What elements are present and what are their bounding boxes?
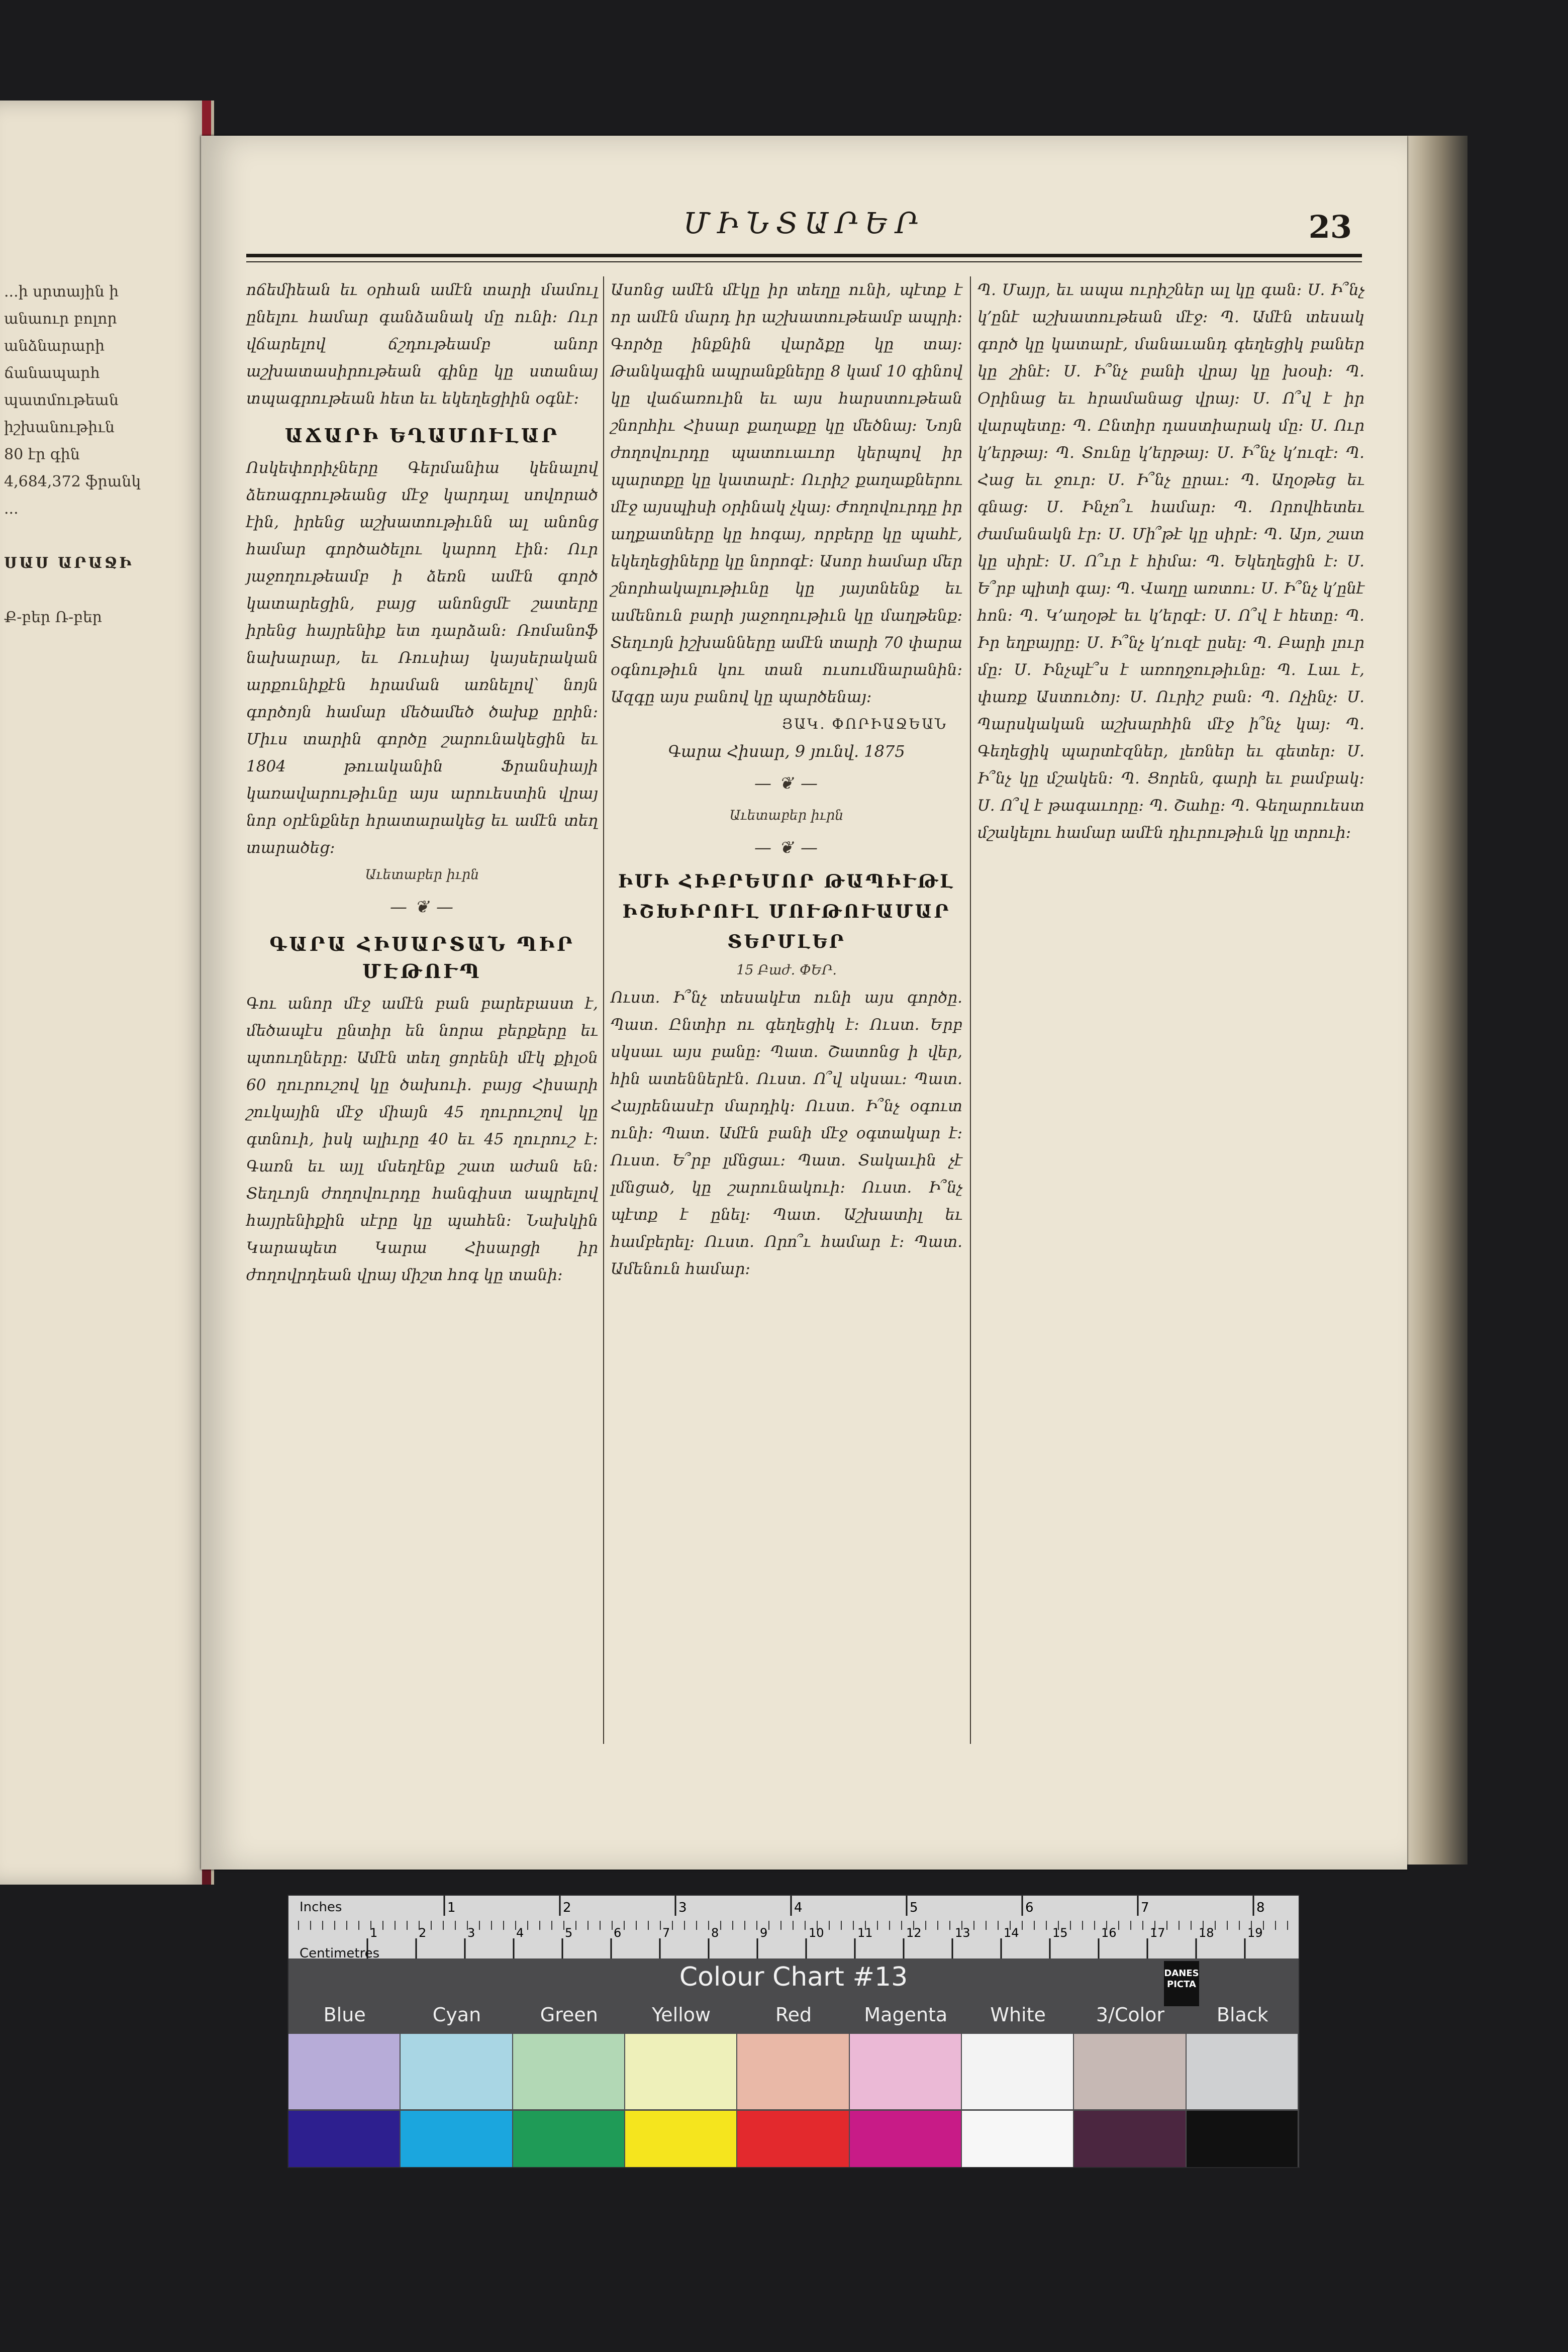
swatch-row-light (288, 2034, 1299, 2109)
section-source: Աւետաբեր իւրն (365, 867, 479, 883)
cm-label: 4 (516, 1926, 524, 1940)
cm-label: 7 (662, 1926, 670, 1940)
ruler-cm-label: Centimetres (300, 1946, 380, 1961)
cm-label: 1 (370, 1926, 378, 1940)
cm-label: 2 (419, 1926, 427, 1940)
colour-swatch (1187, 2111, 1299, 2167)
left-facing-page (0, 101, 214, 1885)
swatch-label: Red (775, 2004, 812, 2026)
left-page-text (4, 251, 190, 658)
inch-label: 1 (447, 1900, 456, 1915)
ruler-ticks (288, 1896, 1299, 1958)
cm-label: 6 (614, 1926, 622, 1940)
section-title: ԱՃԱՐԻ ԵՂԱՄՈՒԼԱՐ (284, 424, 560, 447)
column-3 (977, 276, 1364, 846)
ruler-inches-label: Inches (300, 1900, 342, 1915)
swatch-label: Cyan (432, 2004, 481, 2026)
cm-label: 8 (711, 1926, 719, 1940)
swatch-label: Magenta (864, 2004, 948, 2026)
colour-swatch (513, 2034, 625, 2109)
column-divider (603, 276, 604, 1744)
cm-label: 15 (1052, 1926, 1068, 1940)
swatch-label: White (990, 2004, 1046, 2026)
measurement-ruler (288, 1896, 1299, 1961)
cm-label: 5 (565, 1926, 573, 1940)
swatch-label: Black (1216, 2004, 1268, 2026)
newspaper-page (201, 136, 1407, 1870)
running-head: ՄԻՆՏԱՐԵՐ (683, 206, 925, 240)
cm-label: 14 (1004, 1926, 1019, 1940)
ornament-divider: — ❦ — (754, 773, 819, 794)
cm-label: 9 (760, 1926, 768, 1940)
cm-label: 17 (1150, 1926, 1165, 1940)
signature: ՅԱԿ. ՓՈՐԻԱՋԵԱՆ (781, 716, 947, 732)
colour-swatch (850, 2034, 962, 2109)
cm-label: 3 (467, 1926, 475, 1940)
article-body: Ուստ. Ի՞նչ տեսակէտ ունի այս գործը. Պատ. Ընտիր ու գեղեցիկ է։ Ուստ. Երբ սկսաւ այս բանը։ Պատ. Շատոնց ի վեր, հին ատեններէն. Ուստ. Ո՞վ սկսաւ։ Պատ. Հայրենասէր մարդիկ։ Ուստ. Ի՞նչ օգուտ ունի։ Պատ. Ամէն բանի մէջ օգտակար է։ Ուստ. Ե՞րբ լմնցաւ։ Պատ. Տակաւին չէ լմնցած, կը շարունակուի։ Ուստ. Ի՞նչ պէտք է ընել։ Պատ. Աշխատիլ եւ համբերել։ Ուստ. Որո՞ւ համար է։ Պատ. Ամենուն համար։ (611, 989, 962, 1278)
header-rule-thick (246, 254, 1362, 257)
swatch-label: Yellow (652, 2004, 711, 2026)
colour-swatch (962, 2111, 1074, 2167)
colour-swatch (625, 2034, 737, 2109)
cm-label: 12 (906, 1926, 922, 1940)
colour-swatch (288, 2111, 401, 2167)
inch-label: 3 (678, 1900, 687, 1915)
colour-swatch (401, 2034, 513, 2109)
column-1 (246, 276, 598, 1289)
swatch-labels (288, 2004, 1299, 2029)
column-2 (611, 276, 962, 1283)
chart-title: Colour Chart #13 (679, 1962, 908, 1992)
colour-chart (287, 1895, 1300, 2168)
inch-label: 7 (1141, 1900, 1149, 1915)
ornament-divider: — ❦ — (754, 838, 819, 858)
column-3-body: Պ. Մայր, եւ ապա ուրիշներ ալ կը գան։ Ս. Ի՞նչ կ՚ընէ աշխատութեան մէջ։ Պ. Ամէն տեսակ գործ կը կատարէ, մանաւանդ գեղեցիկ բաներ կը շինէ։ Ս. Ի՞նչ բանի վրայ կը խօսի։ Պ. Օրինաց եւ հրամանաց վրայ։ Ս. Ո՞վ է իր վարպետը։ Պ. Ընտիր դաստիարակ մը։ Ս. Ուր կ՚երթայ։ Պ. Տունը կ՚երթայ։ Ս. Ի՞նչ կ՚ուզէ։ Պ. Հաց եւ ջուր։ Ս. Ի՞նչ ըրաւ։ Պ. Աղօթեց եւ գնաց։ Ս. Ինչո՞ւ համար։ Պ. Որովհետեւ ժամանակն էր։ Ս. Մի՞թէ կը սիրէ։ Պ. Այո, շատ կը սիրէ։ Ս. Ո՞ւր է հիմա։ Պ. Եկեղեցին է։ Ս. Ե՞րբ պիտի գայ։ Պ. Վաղը առտու։ Ս. Ի՞նչ կ՚ընէ հոն։ Պ. Կ՚աղօթէ եւ կ՚երգէ։ Ս. Ո՞վ է հետը։ Պ. Իր եղբայրը։ Ս. Ի՞նչ կ՚ուզէ ըսել։ Պ. Բարի լուր մը։ Ս. Ինչպէ՞ս է առողջութիւնը։ Պ. Լաւ է, փառք Աստուծոյ։ Ս. Ուրիշ բան։ Պ. Ոչինչ։ Ս. Պարսկական աշխարհին մէջ ի՞նչ կայ։ Պ. Գեղեցիկ պարտէզներ, լեռներ եւ գետեր։ Ս. Ի՞նչ կը մշակեն։ Պ. Ցորեն, գարի եւ բամբակ։ Ս. Ո՞վ է թագաւորը։ Պ. Շահը։ Պ. Գեղարուեստ մշակելու համար ամէն դիւրութիւն կը տրուի։ (977, 281, 1364, 842)
colour-swatch (625, 2111, 737, 2167)
colour-swatch (1074, 2034, 1186, 2109)
section-body: Ոսկեփորիչները Գերմանիա կենալով ձեռագրութեանց մէջ կարդալ սովորած էին, իրենց աշխատութիւնն ալ անոնց համար գործածելու կարող էին։ Ուր յաջողութեամբ ի ձեռն ամէն գործ կատարեցին, բայց անոնցմէ շատերը իրենց հայրենիք ետ դարձան։ Ռոմանոֆ նախարար, եւ Ռուսիայ կայսերական արքունիքէն հրաման առնելով՝ նոյն գործոյն համար մեծամեծ ծախք ըրին։ Միւս տարին գործը շարունակեցին եւ 1804 թուականին Ֆրանսիայի կառավարութիւնը այս արուեստին վրայ նոր օրէնքներ հրատարակեց եւ ամէն տեղ տարածեց։ (246, 459, 598, 857)
chart-logo: DANES PICTA (1164, 1961, 1199, 2006)
colour-swatch (962, 2034, 1074, 2109)
header-rule-thin (246, 261, 1362, 262)
colour-swatch (1074, 2111, 1186, 2167)
cm-label: 11 (857, 1926, 873, 1940)
column-2-intro: Ասոնց ամէն մէկը իր տեղը ունի, պէտք է որ ամէն մարդ իր աշխատութեամբ ապրի։ Գործը ինքնին վարձքը կը տայ։ Թանկագին ապրանքները 8 կամ 10 գինով կը վաճառուին եւ այս հարստութեան շնորհիւ Հիսար քաղաքը կը մեծնայ։ Նոյն ժողովուրդը պատուաւոր կերպով իր պարտքը կը կատարէ։ Ուրիշ քաղաքներու մէջ այսպիսի օրինակ չկայ։ Ժողովուրդը իր աղքատները կը հոգայ, որբերը կը պահէ, եկեղեցիները կը նորոգէ։ Ասոր համար մեր շնորհակալութիւնը կը յայտնենք եւ ամենուն բարի յաջողութիւն կը մաղթենք։ Տեղւոյն իշխանները ամէն տարի 70 փարա օգնութիւն կու տան ուսումնարանին։ Ազգը այս բանով կը պարծենայ։ (611, 281, 962, 706)
left-page-subheading: Ք-բեր Ռ-բեր (4, 609, 102, 626)
colour-swatch (1187, 2034, 1299, 2109)
swatch-label: Blue (323, 2004, 366, 2026)
left-page-fragment: ...ի սրտային ի անաուր բոլոր անձնարարի ճանապարհ պատմութեան իշխանութիւն 80 էր գին 4,684,372 ֆրանկ ... (4, 283, 141, 518)
page-number: 23 (1308, 209, 1352, 245)
article-subtitle: 15 Բաժ. ՓԵՐ. (736, 962, 837, 978)
colour-swatch (401, 2111, 513, 2167)
left-page-heading: ՍԱՍ ԱՐԱՋԻ (4, 554, 134, 572)
colour-swatch (737, 2111, 849, 2167)
section-title: ԳԱՐԱ ՀԻՍԱՐՏԱՆ ՊԻՐ ՄԷԹՈՒՊ (269, 933, 575, 983)
ornament-divider: — ❦ — (389, 897, 455, 917)
cm-label: 13 (955, 1926, 970, 1940)
inch-label: 2 (563, 1900, 571, 1915)
cm-label: 16 (1101, 1926, 1117, 1940)
colour-swatch (288, 2034, 401, 2109)
inch-label: 6 (1025, 1900, 1034, 1915)
colour-swatch (850, 2111, 962, 2167)
colour-swatch (737, 2034, 849, 2109)
colour-swatch (513, 2111, 625, 2167)
inch-label: 5 (910, 1900, 918, 1915)
cm-label: 19 (1247, 1926, 1263, 1940)
cm-label: 10 (809, 1926, 824, 1940)
section-body: Գու անոր մէջ ամէն բան բարեբաստ է, մեծապէս ընտիր են նորա բերքերը եւ պտուղները։ Ամէն տեղ ցորենի մէկ քիլօն 60 ղուրուշով կը ծախուի. բայց Հիսարի շուկային մէջ միայն 45 ղուրուշով կը գտնուի, իսկ ալիւրը 40 եւ 45 ղուրուշ է։ Գառն եւ այլ մսեղէնք շատ աժան են։ Տեղւոյն ժողովուրդը հանգիստ ապրելով հայրենիքին սէրը կը պահեն։ Նախկին Կարապետ Կարա Հիսարցի իր ժողովրդեան վրայ միշտ հոգ կը տանի։ (246, 995, 598, 1284)
article-title: ԻՄԻ ՀԻԲՐԵՄՈՐ ԹԱՊԻՒԹԼ ԻՇԽԻՐՈՒԼ ՄՈՒԹՈՒԱՄԱՐ ՏԵՐՄԼԵՐ (618, 871, 955, 952)
swatch-label: 3/Color (1096, 2004, 1165, 2026)
cm-label: 18 (1199, 1926, 1214, 1940)
inch-label: 8 (1256, 1900, 1265, 1915)
column-divider (970, 276, 971, 1744)
inch-label: 4 (794, 1900, 803, 1915)
section-source: Աւետաբեր իւրն (729, 808, 844, 823)
swatch-label: Green (540, 2004, 598, 2026)
page-block-edge (1402, 136, 1467, 1865)
swatch-row-dark (288, 2111, 1299, 2167)
place-date: Գարա Հիսար, 9 յունվ. 1875 (668, 742, 905, 761)
column-1-intro: ոճեմիեան եւ օրհան ամէն տարի մամուլ ընելու համար գանձանակ մը ունի։ Ուր վճարելով ճշդութեամբ անոր աշխատասիրութեան գինը կը ստանայ տպագրութեան հետ եւ եկեղեցիին օգնէ։ (246, 281, 598, 408)
